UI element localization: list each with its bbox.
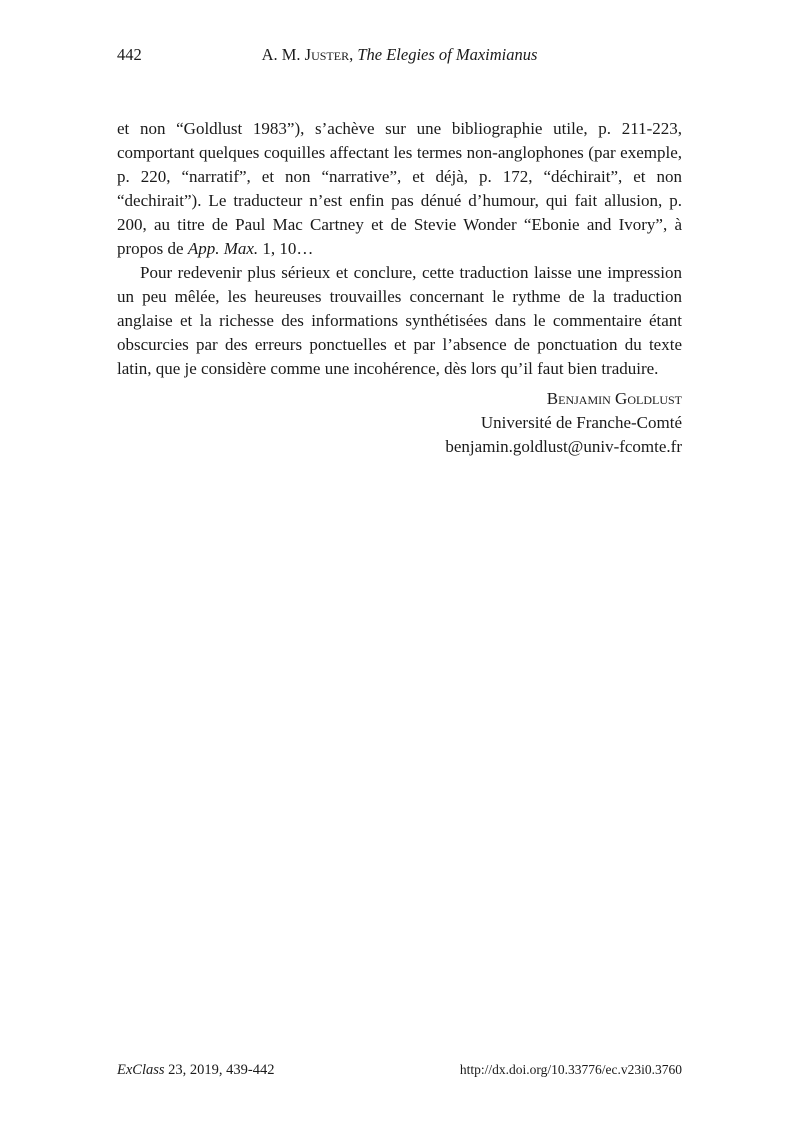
signature: [445, 387, 682, 459]
signature-name: Benjamin Goldlust: [546, 389, 682, 408]
page: [117, 0, 682, 1129]
paragraph-1-text: et non “Goldlust 1983”), s’achève sur une bibliographie utile, p. 211-223, comportant quelques coquilles affectant les termes non-anglophones (par exemple, p. 220, “narratif”, et non “narrative”, et déjà, p. 172, “déchirait”, et non “dechirait”). Le traducteur n’est enfin pas dénué d’humour, qui fait allusion, p. 200, au titre de Paul Mac Cartney et de Stevie Wonder “Ebonie and Ivory”, à propos de: [117, 119, 682, 258]
header-separator: ,: [349, 45, 358, 64]
paragraph-1-italic: App. Max.: [187, 239, 259, 258]
header-book-title: The Elegies of Maximianus: [357, 45, 538, 64]
paragraph-1-end: 1, 10…: [258, 239, 314, 258]
paragraph-2: Pour redevenir plus sérieux et conclure, cette traduction laisse une impression un peu mêlée, les heureuses trouvailles concernant le rythme de la traduction anglaise et la richesse des informations synthétisées dans le commentaire étant obscurcies par des erreurs ponctuelles et par l’absence de ponctuation du texte latin, que je considère comme une incohérence, dès lors qu’il faut bien traduire.: [117, 263, 682, 378]
footer-journal: ExClass: [117, 1062, 165, 1078]
header-author: A. M. Juster: [261, 45, 350, 64]
body-text: [117, 117, 682, 381]
footer-citation-rest: 23, 2019, 439-442: [164, 1062, 275, 1078]
page-number: 442: [117, 45, 142, 64]
running-head: [117, 45, 682, 71]
footer-citation: [117, 1062, 275, 1079]
signature-affiliation: Université de Franche-Comté: [480, 413, 682, 432]
footer: [117, 1062, 682, 1084]
signature-email[interactable]: benjamin.goldlust@univ-fcomte.fr: [445, 437, 682, 456]
header-title: [117, 45, 682, 65]
paragraph-1: [117, 117, 682, 261]
footer-doi-link[interactable]: http://dx.doi.org/10.33776/ec.v23i0.3760: [459, 1062, 682, 1077]
